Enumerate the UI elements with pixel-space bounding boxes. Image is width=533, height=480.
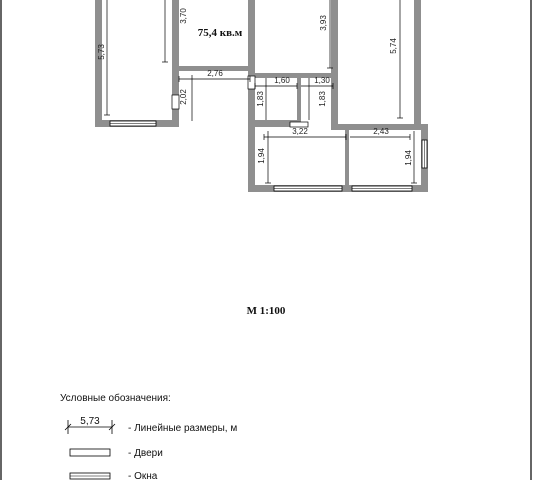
legend-item-dimensions: - Линейные размеры, м (128, 423, 238, 434)
floor-plan (95, 0, 428, 192)
dim-130: 1,30 (314, 76, 330, 85)
legend-item-doors: - Двери (128, 448, 163, 459)
dim-573-left: 5,73 (97, 44, 106, 60)
dim-243: 2,43 (373, 127, 389, 136)
legend-sample-dim: 5,73 (80, 416, 100, 427)
dim-160: 1,60 (274, 76, 290, 85)
total-area: 75,4 кв.м (197, 27, 243, 39)
dim-194-a: 1,94 (257, 148, 266, 164)
dim-574: 5,74 (389, 38, 398, 54)
dim-276: 2,76 (207, 69, 223, 78)
dim-183-b: 1,83 (318, 91, 327, 107)
legend-title: Условные обозначения: (60, 393, 171, 404)
legend-item-windows: - Окна (128, 471, 158, 480)
dim-202: 2,02 (179, 89, 188, 105)
legend-door-symbol (70, 449, 110, 456)
dim-393: 3,93 (319, 15, 328, 31)
dim-370: 3,70 (179, 8, 188, 24)
dim-183-a: 1,83 (256, 91, 265, 107)
dim-322: 3,22 (292, 127, 308, 136)
dim-194-b: 1,94 (404, 150, 413, 166)
legend (60, 392, 237, 480)
scale-label: М 1:100 (246, 305, 286, 317)
legend-dimension-sample (65, 416, 115, 434)
